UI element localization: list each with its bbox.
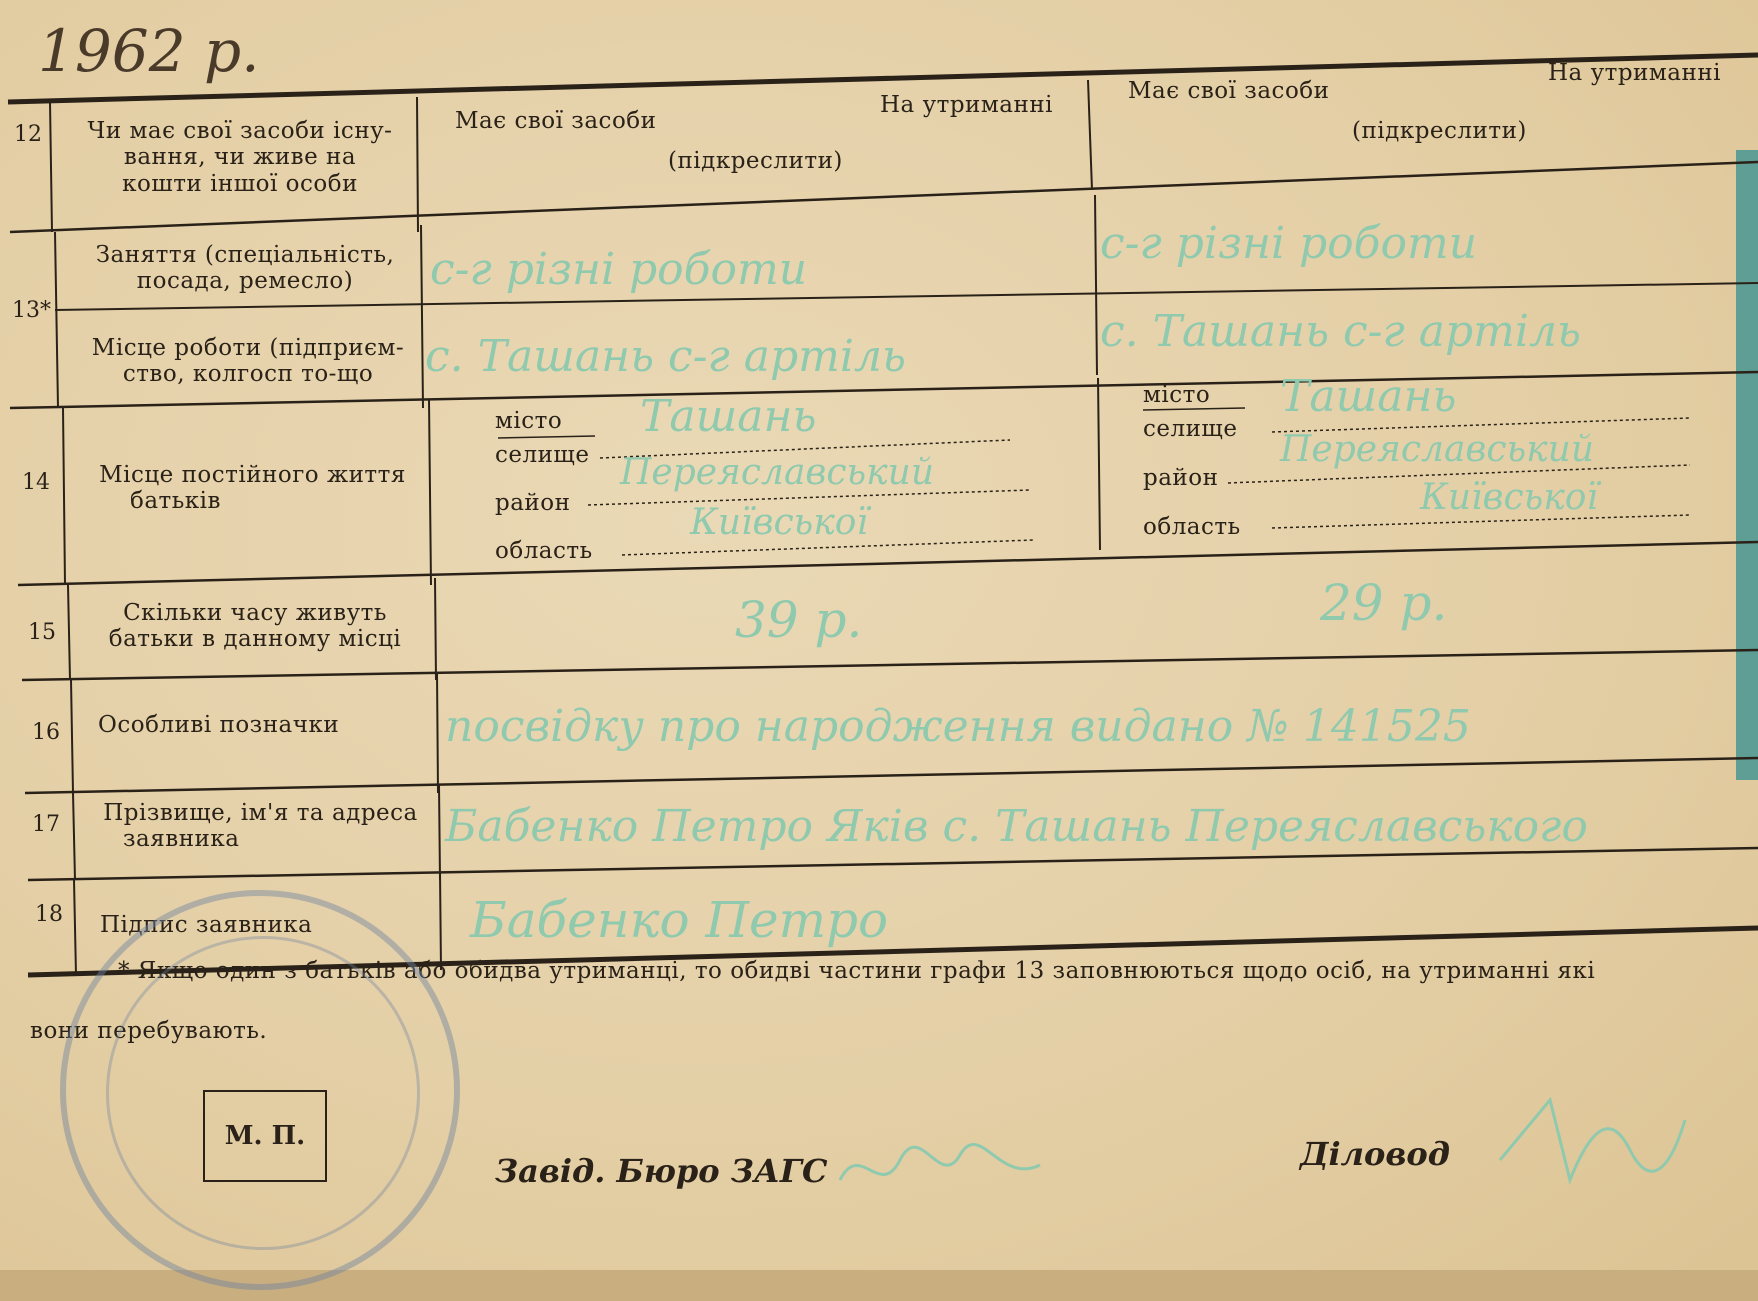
head-of-registry-label: Завід. Бюро ЗАГС — [495, 1152, 828, 1190]
row-13b-left-handwriting: с. Ташань с-г артіль — [425, 331, 906, 382]
row-13a-label — [75, 242, 415, 295]
year-note: 1962 р. — [38, 17, 260, 85]
row-17-label-line2: заявника — [123, 826, 240, 853]
row-12-left-dependent: На утриманні — [880, 92, 1054, 118]
row-14-left-village-label: селище — [495, 442, 590, 468]
row-14-left-region-handwriting: Київської — [690, 502, 868, 543]
row-14-label-line1: Місце постійного життя — [99, 462, 406, 488]
row-17-label-line1: Прізвище, ім'я та адреса — [103, 800, 418, 826]
row-12-right-dependent: На утриманні — [1548, 60, 1722, 86]
row-12-right-hint: (підкреслити) — [1352, 118, 1527, 144]
row-12-label-line2: вання, чи живе на — [123, 144, 357, 171]
row-12-left-has-means: Має свої засоби — [455, 108, 657, 134]
row-12-left-hint: (підкреслити) — [668, 148, 843, 174]
row-13b-label — [78, 335, 418, 388]
row-15-right-handwriting: 29 р. — [1320, 574, 1448, 632]
clerk-signature-icon — [1480, 1070, 1700, 1210]
row-14-left-settlement-handwriting: Ташань — [640, 391, 817, 442]
row-13a-right-handwriting: с-г різні роботи — [1100, 218, 1478, 269]
row-14-label — [80, 462, 425, 515]
row-14-right-district-handwriting: Переяславський — [1280, 429, 1595, 470]
clerk-label: Діловод — [1300, 1135, 1450, 1173]
row-12-number: 12 — [14, 122, 42, 147]
row-13b-label-line1: Місце роботи (підприєм- — [91, 335, 405, 361]
row-14-number: 14 — [22, 470, 50, 495]
row-17-label — [98, 800, 423, 853]
row-14-left-region-label: область — [495, 538, 593, 564]
head-signature-icon — [830, 1130, 1050, 1210]
row-14-right-city-label: місто — [1143, 382, 1211, 408]
row-14-right-settlement-handwriting: Ташань — [1280, 371, 1457, 422]
row-18-label: Підпис заявника — [100, 912, 313, 938]
row-14-left-city-label: місто — [495, 408, 563, 434]
row-15-number: 15 — [28, 620, 56, 645]
row-17-handwriting: Бабенко Петро Яків с. Ташань Переяславського — [445, 801, 1588, 852]
row-13-number: 13* — [12, 298, 51, 323]
row-12-label-line3: кошти іншої особи — [122, 170, 358, 197]
row-13b-label-line2: ство, колгосп то-що — [122, 361, 374, 388]
footnote-line2: вони перебувають. — [30, 1018, 268, 1044]
row-12-label — [70, 118, 410, 197]
row-14-left-district-handwriting: Переяславський — [620, 452, 935, 493]
row-13a-left-handwriting: с-г різні роботи — [430, 244, 808, 295]
row-16-handwriting: посвідку про народження видано № 141525 — [445, 701, 1471, 752]
row-13a-label-line1: Заняття (спеціальність, — [95, 242, 395, 268]
row-16-number: 16 — [32, 720, 60, 745]
row-12-right-has-means: Має свої засоби — [1128, 78, 1330, 104]
row-12-label-line1: Чи має свої засоби існу- — [87, 118, 393, 144]
row-15-label-line2: батьки в данному місці — [108, 626, 402, 653]
row-14-right-region-label: область — [1143, 514, 1241, 540]
row-14-right-district-label: район — [1143, 465, 1219, 491]
row-15-label-line1: Скільки часу живуть — [123, 600, 387, 626]
row-14-right-region-handwriting: Київської — [1420, 477, 1598, 518]
seal-place-box: М. П. — [203, 1090, 327, 1182]
row-13b-right-handwriting: с. Ташань с-г артіль — [1100, 306, 1581, 357]
footnote-line1: * Якщо один з батьків або обидва утриманці, то обидві частини графи 13 заповнюються щодо осіб, на утриманні які — [118, 958, 1596, 984]
row-18-handwriting: Бабенко Петро — [470, 891, 889, 949]
row-13a-label-line2: посада, ремесло) — [136, 268, 354, 295]
row-18-number: 18 — [35, 902, 63, 927]
row-15-label — [95, 600, 415, 653]
row-17-number: 17 — [32, 812, 60, 837]
row-15-left-handwriting: 39 р. — [735, 591, 863, 649]
row-14-label-line2: батьків — [130, 488, 221, 515]
row-16-label: Особливі позначки — [98, 712, 340, 738]
row-14-right-village-label: селище — [1143, 416, 1238, 442]
row-14-left-district-label: район — [495, 490, 571, 516]
